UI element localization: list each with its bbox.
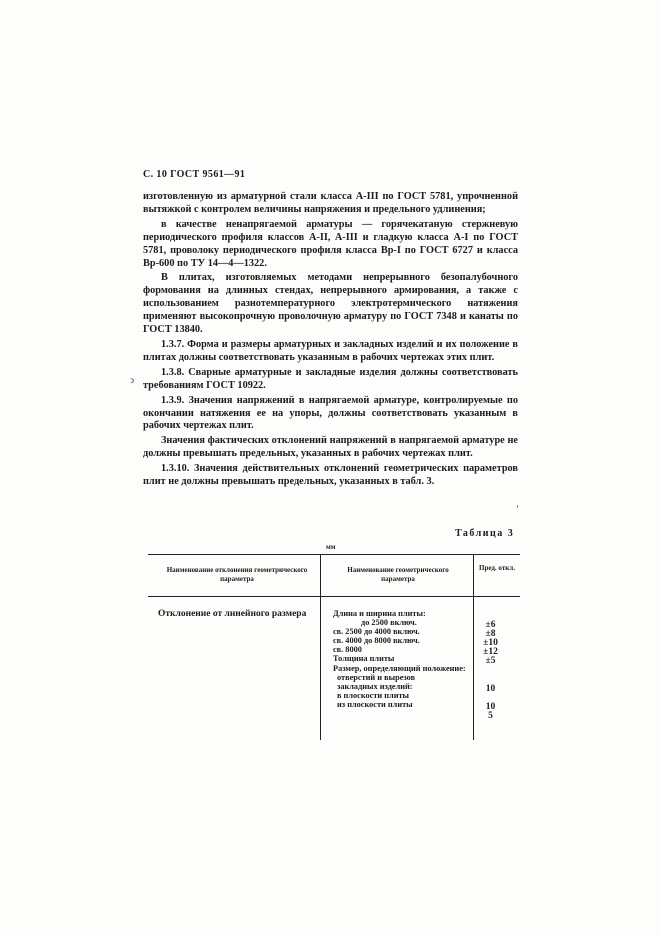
limit-item: ±5 (485, 656, 496, 667)
tolerance-table (148, 554, 520, 740)
paragraph-0: изготовленную из арматурной стали класса A-III по ГОСТ 5781, упрочненной вытяжкой с контролем величины напряжения и предельного удлинения; (143, 191, 518, 215)
limit-item: ±8 (485, 629, 496, 640)
param-item: Размер, определяющий положение: (333, 663, 466, 673)
paragraph-4: 1.3.8. Сварные арматурные и закладные изделия должны соответствовать требованиям ГОСТ 10922. (143, 366, 518, 391)
page-header: С. 10 ГОСТ 9561—91 (143, 169, 246, 180)
limit-item: 10 (485, 701, 496, 712)
param-item: в плоскости плиты (337, 690, 410, 700)
row-deviation-name: Отклонение от линейного размера (158, 609, 307, 619)
table-column-divider (320, 554, 321, 740)
paragraph-7: 1.3.10. Значения действительных отклонений геометрических параметров плит не должны превышать предельных, указанных в табл. 3. (143, 463, 518, 488)
header-deviation: Наименование отклонения геометрического параметра (166, 566, 308, 583)
limit-item: ±6 (485, 620, 496, 631)
paragraph-2: В плитах, изготовляемых методами непрерывного безопалубочного формования на длинных стендах, непрерывного армирования, а также с использованием разнотемпературного электротермического натяжения применяют высокопрочную проволочную арматуру по ГОСТ 7348 и канаты по ГОСТ 13840. (143, 272, 518, 336)
param-item: закладных изделий: (337, 681, 413, 691)
header-parameter: Наименование геометрического параметра (347, 566, 449, 583)
parameter-list (333, 609, 473, 709)
param-item: св. 4000 до 8000 включ. (333, 636, 420, 646)
table-top-rule (148, 554, 520, 555)
margin-mark: ↄ (130, 375, 134, 385)
limit-item: ±10 (483, 638, 498, 649)
table-label: Таблица 3 (455, 528, 515, 539)
param-item: Длина и ширина плиты: (333, 609, 426, 618)
limit-item (468, 667, 513, 676)
header-limit: Пред. откл. (479, 564, 515, 572)
param-item: отверстий и вырезов (337, 672, 416, 682)
param-item: св. 8000 (333, 645, 362, 655)
limit-item: 5 (488, 710, 493, 721)
body-text (143, 191, 518, 491)
paragraph-6: Значения фактических отклонений напряжений в напрягаемой арматуре не должны превышать предельных, указанных в рабочих чертежах плит. (143, 435, 518, 460)
paragraph-5: 1.3.9. Значения напряжений в напрягаемой арматуре, контролируемые по окончании натяжения ее на упоры, должны соответствовать указанным в рабочих чертежах плит. (143, 394, 518, 432)
param-item: до 2500 включ. (361, 618, 417, 628)
table-units: мм (326, 543, 336, 551)
table-header-rule (148, 596, 520, 597)
paragraph-1: в качестве ненапрягаемой арматуры — горячекатаную стержневую периодического профиля классов A-II, A-III и гладкую класса A-I по ГОСТ 5781, проволоку периодического профиля класса Вр-I по ГОСТ 6727 и класса Вр-600 по ТУ 14—4—1322. (143, 218, 518, 269)
param-item: из плоскости плиты (337, 699, 413, 709)
limit-item: ±12 (483, 647, 498, 658)
limit-item: 10 (485, 683, 496, 694)
param-item: Толщина плиты (333, 654, 395, 664)
paragraph-3: 1.3.7. Форма и размеры арматурных и закладных изделий и их положение в плитах должны соответствовать указанным в рабочих чертежах этих плит. (143, 338, 518, 363)
margin-mark: ʼ (516, 504, 519, 514)
limit-list (468, 612, 513, 721)
param-item: св. 2500 до 4000 включ. (333, 627, 420, 637)
